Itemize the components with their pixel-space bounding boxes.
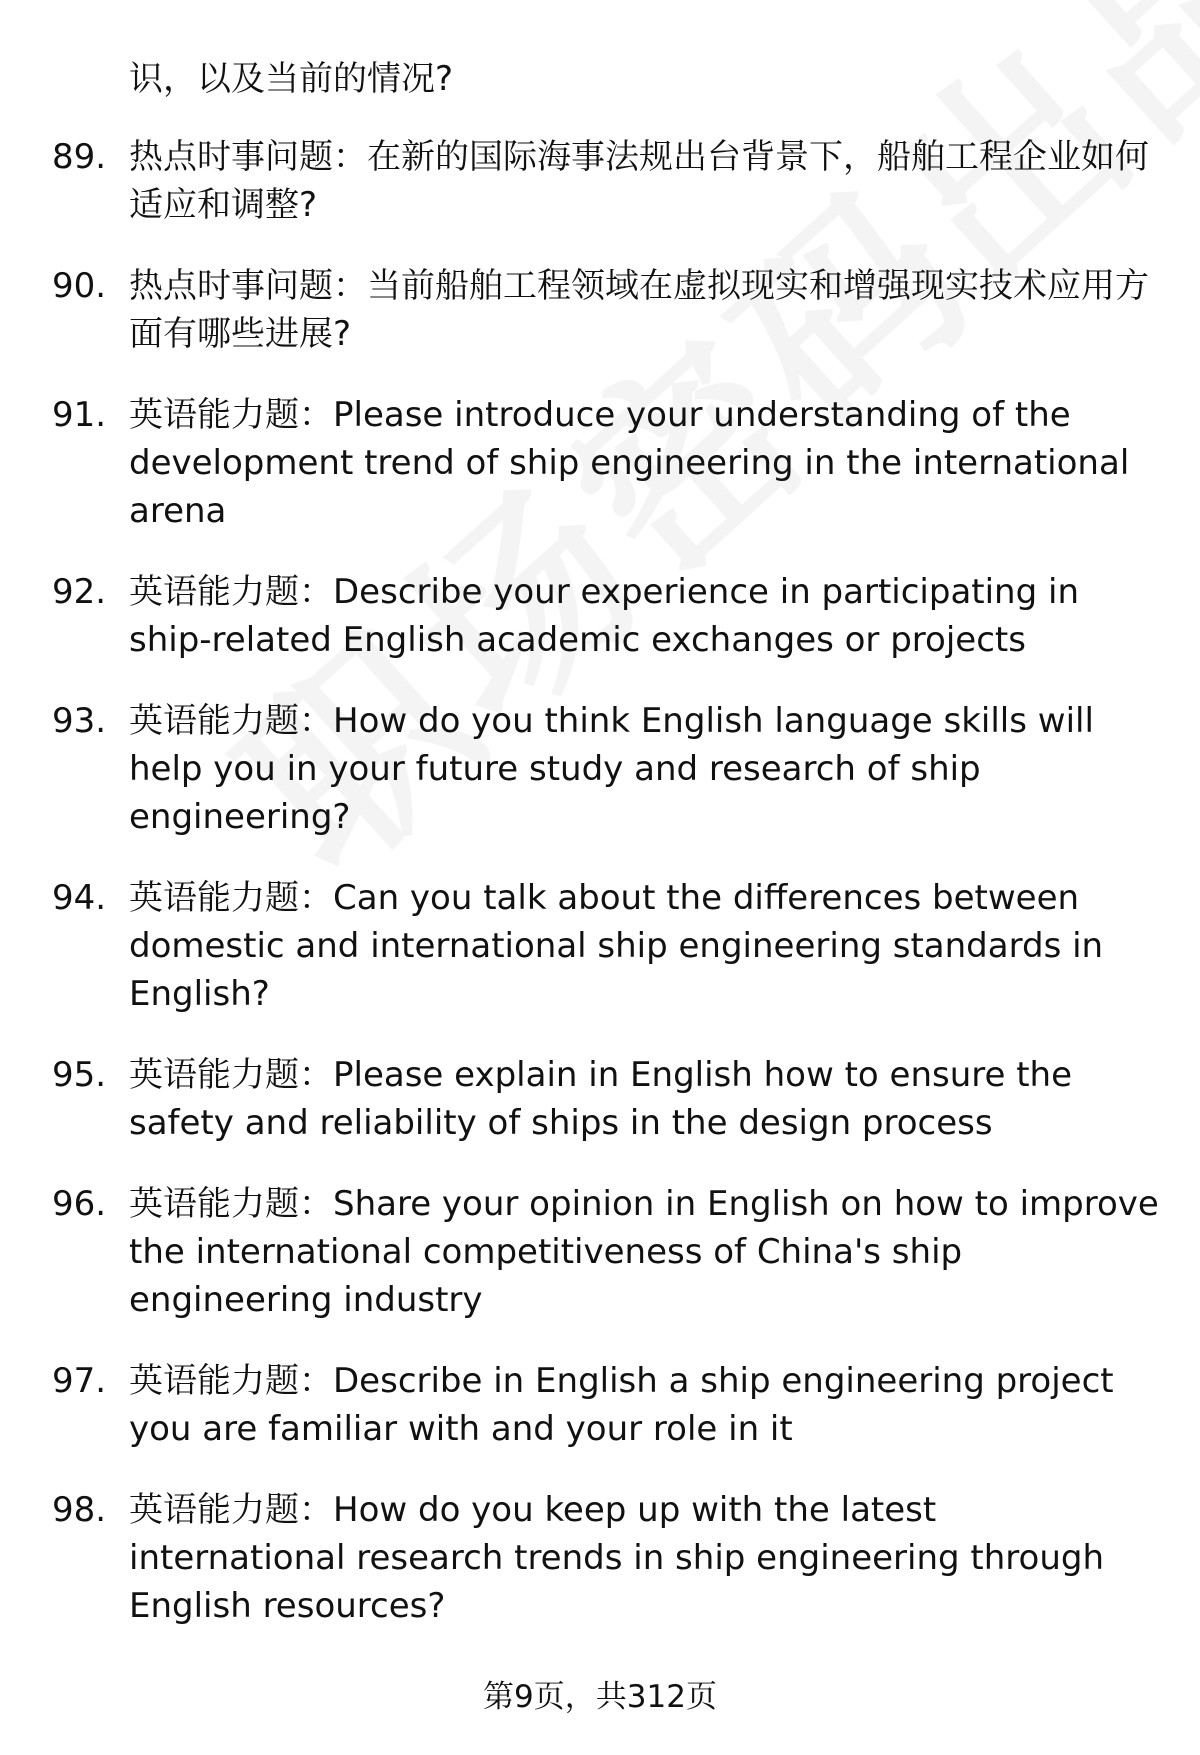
question-item: [52, 133, 1162, 229]
question-number: 91.: [52, 395, 107, 435]
question-number: 97.: [52, 1361, 107, 1401]
question-text: [129, 262, 1162, 358]
question-body: 当前船舶工程领域在虚拟现实和增强现实技术应用方面有哪些进展?: [129, 266, 1149, 354]
question-category: 热点时事问题：: [129, 266, 367, 306]
question-number: 93.: [52, 701, 107, 741]
question-item: [52, 874, 1162, 1018]
question-number: 92.: [52, 572, 107, 612]
question-body: Share your opinion in English on how to improve the international competitiveness of China's ship engineering industry: [129, 1184, 1159, 1320]
question-item: [52, 697, 1162, 841]
question-text: [129, 568, 1162, 664]
question-body: 在新的国际海事法规出台背景下，船舶工程企业如何适应和调整?: [129, 137, 1149, 225]
question-number: 89.: [52, 137, 107, 177]
question-text: [129, 133, 1162, 229]
question-category: 英语能力题：: [129, 701, 333, 741]
question-body: Please introduce your understanding of the development trend of ship engineering in the international arena: [129, 395, 1130, 531]
question-item: [52, 568, 1162, 664]
question-category: 热点时事问题：: [129, 137, 367, 177]
question-item: [52, 1357, 1162, 1453]
question-category: 英语能力题：: [129, 1490, 333, 1530]
question-category: 英语能力题：: [129, 395, 333, 435]
question-text: [129, 874, 1162, 1018]
question-category: 英语能力题：: [129, 1184, 333, 1224]
question-text: [129, 1357, 1162, 1453]
question-text: [129, 1051, 1162, 1147]
question-item: [52, 1051, 1162, 1147]
question-text: [129, 1180, 1162, 1324]
question-item: [52, 1180, 1162, 1324]
question-body: Describe in English a ship engineering project you are familiar with and your role in it: [129, 1361, 1114, 1449]
question-item: [52, 262, 1162, 358]
question-text: [129, 697, 1162, 841]
question-number: 96.: [52, 1184, 107, 1224]
question-body: How do you keep up with the latest international research trends in ship engineering through English resources?: [129, 1490, 1104, 1626]
question-body: Please explain in English how to ensure the safety and reliability of ships in the design process: [129, 1055, 1073, 1143]
continuation-text: 识，以及当前的情况?: [129, 59, 454, 99]
question-item: [52, 391, 1162, 535]
question-category: 英语能力题：: [129, 1361, 333, 1401]
question-category: 英语能力题：: [129, 878, 333, 918]
question-number: 90.: [52, 266, 107, 306]
question-text: [129, 1486, 1162, 1630]
page-footer: 第9页，共312页: [483, 1679, 717, 1715]
question-text: [129, 391, 1162, 535]
question-number: 98.: [52, 1490, 107, 1530]
question-body: Can you talk about the differences between domestic and international ship engineering standards in English?: [129, 878, 1104, 1014]
question-category: 英语能力题：: [129, 572, 333, 612]
question-number: 95.: [52, 1055, 107, 1095]
question-category: 英语能力题：: [129, 1055, 333, 1095]
question-body: Describe your experience in participating in ship-related English academic exchanges or projects: [129, 572, 1079, 660]
question-item: [52, 1486, 1162, 1630]
question-list: [52, 55, 1162, 1663]
question-body: How do you think English language skills will help you in your future study and research of ship engineering?: [129, 701, 1094, 837]
question-number: 94.: [52, 878, 107, 918]
